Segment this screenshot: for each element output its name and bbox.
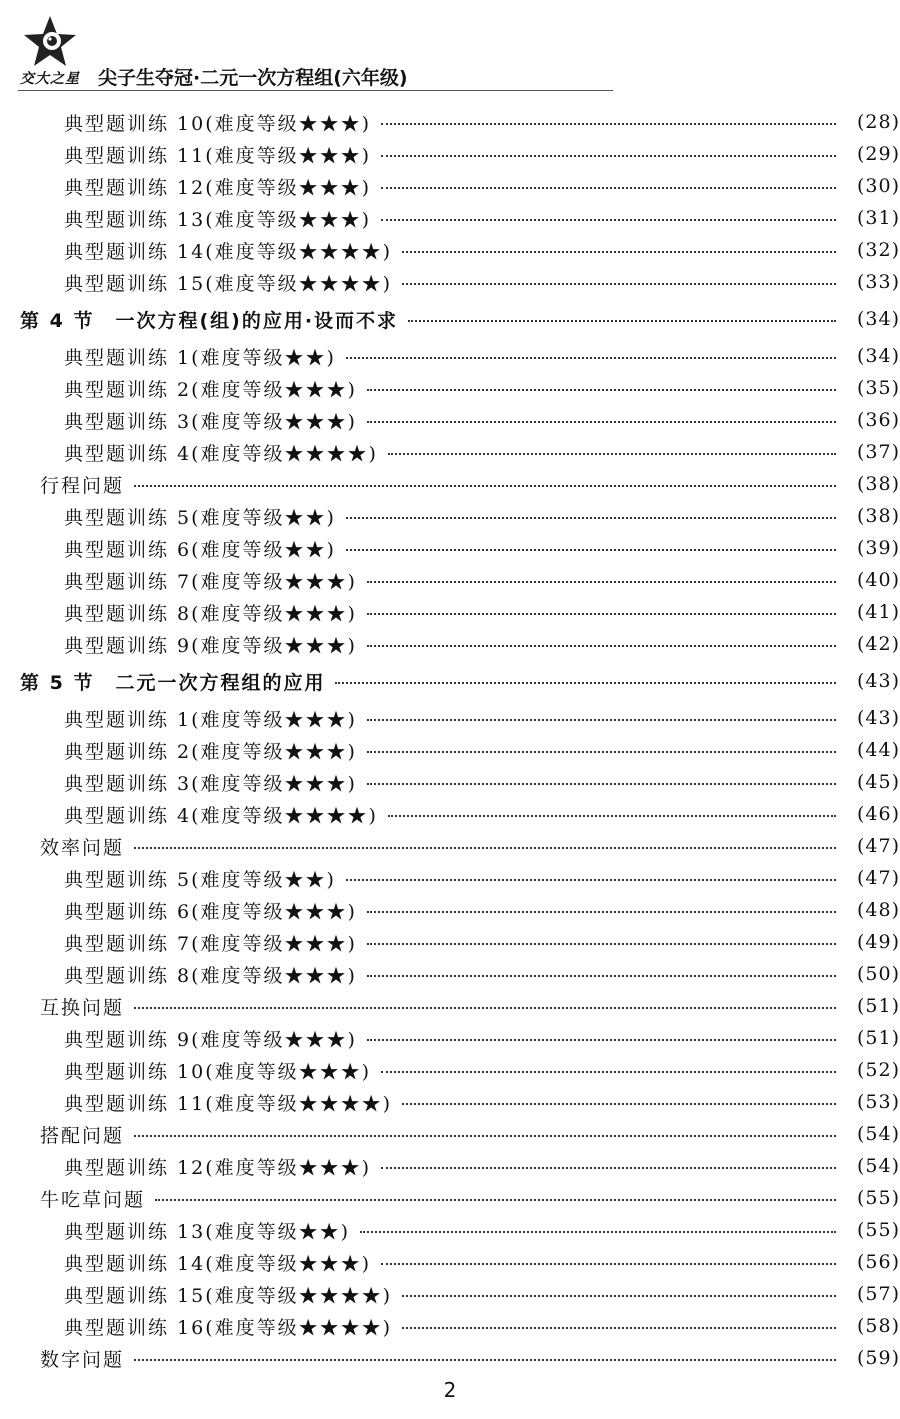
- dot-leader: [134, 847, 836, 849]
- toc-label: 典型题训练 10(难度等级★★★): [64, 1060, 372, 1083]
- dot-leader: [367, 1039, 836, 1041]
- logo-text: 交大之星: [20, 71, 80, 87]
- dot-leader: [346, 549, 836, 551]
- toc-page-ref: (42): [856, 633, 900, 655]
- toc-page-ref: (46): [856, 803, 900, 825]
- toc-page-ref: (36): [856, 409, 900, 431]
- toc-entry: [0, 926, 900, 958]
- dot-leader: [367, 581, 836, 583]
- toc-page-ref: (51): [856, 995, 900, 1017]
- dot-leader: [346, 879, 836, 881]
- toc-page-ref: (56): [856, 1251, 900, 1273]
- toc-page-ref: (52): [856, 1059, 900, 1081]
- dot-leader: [388, 815, 836, 817]
- star-icon: [22, 14, 78, 70]
- dot-leader: [367, 645, 836, 647]
- toc-page-ref: (43): [856, 707, 900, 729]
- toc-label: 典型题训练 13(难度等级★★): [64, 1220, 351, 1243]
- toc-page-ref: (28): [856, 111, 900, 133]
- toc-entry: [0, 628, 900, 660]
- dot-leader: [381, 1263, 836, 1265]
- header-divider: [18, 90, 613, 91]
- dot-leader: [367, 613, 836, 615]
- toc-label: 典型题训练 9(难度等级★★★): [64, 634, 357, 657]
- star-logo: [18, 14, 82, 88]
- toc-entry: [0, 340, 900, 372]
- toc-page-ref: (32): [856, 239, 900, 261]
- dot-leader: [367, 719, 836, 721]
- toc-label: 典型题训练 13(难度等级★★★): [64, 208, 372, 231]
- toc-entry: [0, 596, 900, 628]
- toc-label: 典型题训练 16(难度等级★★★★): [64, 1316, 393, 1339]
- toc-label: 典型题训练 7(难度等级★★★): [64, 570, 357, 593]
- toc-page-ref: (57): [856, 1283, 900, 1305]
- dot-leader: [367, 751, 836, 753]
- toc-page-ref: (37): [856, 441, 900, 463]
- dot-leader: [402, 1327, 836, 1329]
- toc-page-ref: (35): [856, 377, 900, 399]
- toc-entry: [0, 958, 900, 990]
- toc-label: 典型题训练 6(难度等级★★): [64, 538, 336, 561]
- dot-leader: [346, 517, 836, 519]
- toc-page-ref: (45): [856, 771, 900, 793]
- toc-page-ref: (44): [856, 739, 900, 761]
- dot-leader: [381, 123, 836, 125]
- toc-entry: [0, 1022, 900, 1054]
- toc-page-ref: (33): [856, 271, 900, 293]
- dot-leader: [134, 485, 836, 487]
- toc-page-ref: (49): [856, 931, 900, 953]
- dot-leader: [134, 1007, 836, 1009]
- toc-page-ref: (47): [856, 867, 900, 889]
- toc-page-ref: (54): [856, 1155, 900, 1177]
- dot-leader: [155, 1199, 836, 1201]
- toc-topic: [0, 468, 900, 500]
- dot-leader: [367, 911, 836, 913]
- toc-entry: [0, 702, 900, 734]
- toc-label: 效率问题: [40, 836, 125, 859]
- dot-leader: [381, 1167, 836, 1169]
- page-header: [18, 14, 618, 94]
- toc-section: [0, 665, 900, 697]
- toc-label: 典型题训练 5(难度等级★★): [64, 868, 336, 891]
- toc-entry: [0, 862, 900, 894]
- toc-entry: [0, 170, 900, 202]
- toc-topic: [0, 1342, 900, 1374]
- toc-entry: [0, 1086, 900, 1118]
- toc-entry: [0, 202, 900, 234]
- toc-page-ref: (40): [856, 569, 900, 591]
- dot-leader: [367, 943, 836, 945]
- toc-label: 典型题训练 14(难度等级★★★): [64, 1252, 372, 1275]
- dot-leader: [402, 1103, 836, 1105]
- toc-section: [0, 303, 900, 335]
- dot-leader: [381, 1071, 836, 1073]
- toc-label: 互换问题: [40, 996, 125, 1019]
- dot-leader: [134, 1359, 836, 1361]
- toc-entry: [0, 1150, 900, 1182]
- toc-page-ref: (38): [856, 505, 900, 527]
- toc-label: 典型题训练 1(难度等级★★★): [64, 708, 357, 731]
- toc-page-ref: (39): [856, 537, 900, 559]
- toc-label: 典型题训练 11(难度等级★★★★): [64, 1092, 393, 1115]
- toc-topic: [0, 830, 900, 862]
- toc-entry: [0, 138, 900, 170]
- toc-entry: [0, 798, 900, 830]
- toc-entry: [0, 766, 900, 798]
- toc-label: 搭配问题: [40, 1124, 125, 1147]
- dot-leader: [360, 1231, 836, 1233]
- toc-label: 典型题训练 12(难度等级★★★): [64, 1156, 372, 1179]
- dot-leader: [335, 682, 836, 684]
- toc-label: 典型题训练 3(难度等级★★★): [64, 772, 357, 795]
- toc-entry: [0, 1246, 900, 1278]
- dot-leader: [402, 1295, 836, 1297]
- toc-page-ref: (59): [856, 1347, 900, 1369]
- toc-label: 典型题训练 10(难度等级★★★): [64, 112, 372, 135]
- toc-entry: [0, 372, 900, 404]
- page-number: 2: [443, 1378, 457, 1402]
- toc-label: 第 4 节 一次方程(组)的应用·设而不求: [20, 309, 399, 332]
- toc-topic: [0, 1118, 900, 1150]
- toc-page-ref: (30): [856, 175, 900, 197]
- toc-page-ref: (48): [856, 899, 900, 921]
- toc-label: 典型题训练 14(难度等级★★★★): [64, 240, 393, 263]
- toc-label: 典型题训练 2(难度等级★★★): [64, 740, 357, 763]
- dot-leader: [367, 783, 836, 785]
- toc-label: 典型题训练 3(难度等级★★★): [64, 410, 357, 433]
- toc-page-ref: (53): [856, 1091, 900, 1113]
- toc-entry: [0, 266, 900, 298]
- toc-entry: [0, 1214, 900, 1246]
- dot-leader: [367, 421, 836, 423]
- dot-leader: [408, 320, 836, 322]
- toc-entry: [0, 404, 900, 436]
- toc-entry: [0, 436, 900, 468]
- dot-leader: [134, 1135, 836, 1137]
- dot-leader: [388, 453, 836, 455]
- toc-label: 典型题训练 15(难度等级★★★★): [64, 272, 393, 295]
- toc-label: 行程问题: [40, 474, 125, 497]
- toc-page-ref: (55): [856, 1187, 900, 1209]
- toc-page-ref: (58): [856, 1315, 900, 1337]
- toc-entry: [0, 894, 900, 926]
- dot-leader: [346, 357, 836, 359]
- toc-entry: [0, 106, 900, 138]
- toc-page-ref: (55): [856, 1219, 900, 1241]
- toc-page-ref: (41): [856, 601, 900, 623]
- toc-page-ref: (34): [856, 345, 900, 367]
- dot-leader: [402, 251, 836, 253]
- dot-leader: [367, 389, 836, 391]
- dot-leader: [367, 975, 836, 977]
- toc-entry: [0, 532, 900, 564]
- toc-label: 典型题训练 8(难度等级★★★): [64, 964, 357, 987]
- toc-label: 数字问题: [40, 1348, 125, 1371]
- toc-page-ref: (43): [856, 670, 900, 692]
- toc-label: 牛吃草问题: [40, 1188, 146, 1211]
- toc-entry: [0, 500, 900, 532]
- toc-entry: [0, 234, 900, 266]
- toc-label: 典型题训练 4(难度等级★★★★): [64, 804, 378, 827]
- toc-label: 典型题训练 6(难度等级★★★): [64, 900, 357, 923]
- toc-label: 典型题训练 15(难度等级★★★★): [64, 1284, 393, 1307]
- dot-leader: [381, 187, 836, 189]
- toc-label: 典型题训练 9(难度等级★★★): [64, 1028, 357, 1051]
- toc-entry: [0, 1278, 900, 1310]
- toc-label: 典型题训练 7(难度等级★★★): [64, 932, 357, 955]
- toc-page-ref: (34): [856, 308, 900, 330]
- toc-label: 典型题训练 12(难度等级★★★): [64, 176, 372, 199]
- toc-label: 典型题训练 11(难度等级★★★): [64, 144, 372, 167]
- book-title: 尖子生夺冠·二元一次方程组(六年级): [98, 67, 408, 89]
- toc-page-ref: (31): [856, 207, 900, 229]
- toc-label: 典型题训练 4(难度等级★★★★): [64, 442, 378, 465]
- toc-label: 典型题训练 8(难度等级★★★): [64, 602, 357, 625]
- toc-page-ref: (50): [856, 963, 900, 985]
- toc-page-ref: (51): [856, 1027, 900, 1049]
- toc-label: 典型题训练 2(难度等级★★★): [64, 378, 357, 401]
- toc-label: 典型题训练 5(难度等级★★): [64, 506, 336, 529]
- toc-entry: [0, 1310, 900, 1342]
- toc-label: 第 5 节 二元一次方程组的应用: [20, 671, 326, 694]
- toc-label: 典型题训练 1(难度等级★★): [64, 346, 336, 369]
- toc-entry: [0, 734, 900, 766]
- toc-entry: [0, 564, 900, 596]
- dot-leader: [381, 219, 836, 221]
- toc-page-ref: (38): [856, 473, 900, 495]
- toc-page-ref: (54): [856, 1123, 900, 1145]
- dot-leader: [402, 283, 836, 285]
- toc-page-ref: (47): [856, 835, 900, 857]
- toc-topic: [0, 990, 900, 1022]
- toc-topic: [0, 1182, 900, 1214]
- toc-page-ref: (29): [856, 143, 900, 165]
- toc-entry: [0, 1054, 900, 1086]
- dot-leader: [381, 155, 836, 157]
